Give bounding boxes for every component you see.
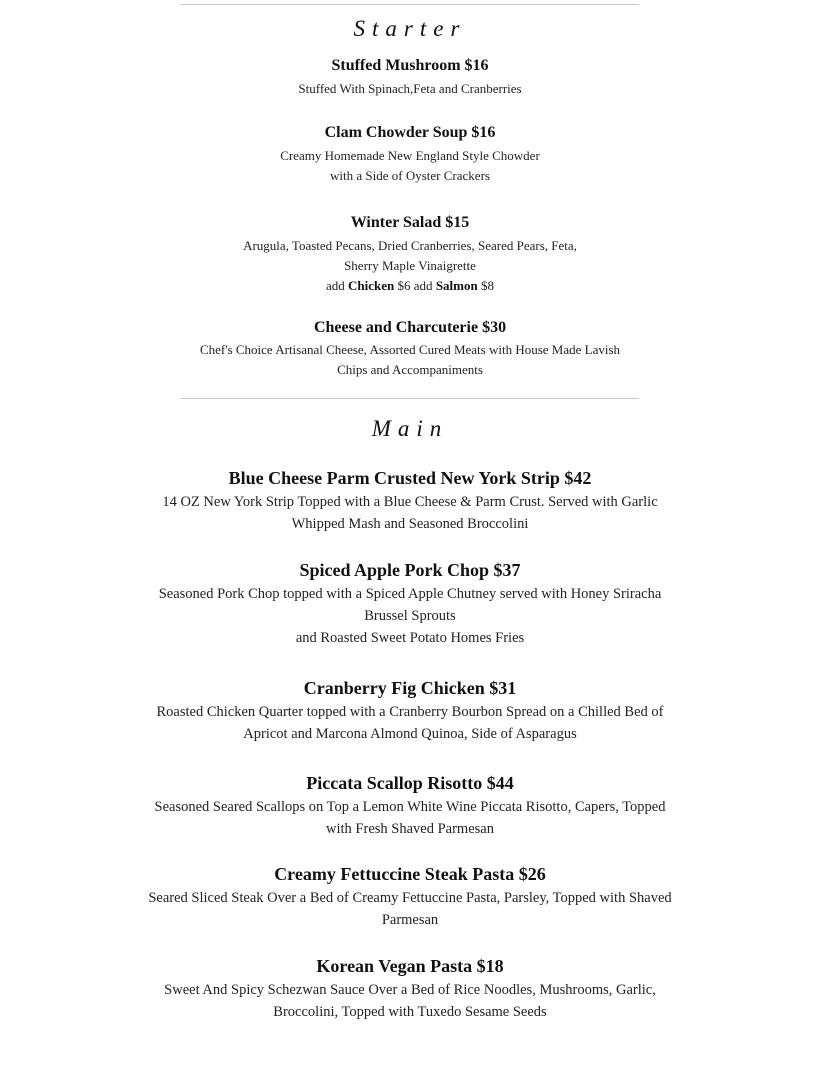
item-name: Spiced Apple Pork Chop $37 [299,560,521,580]
item-description: Seared Sliced Steak Over a Bed of Creamy Fettuccine Pasta, Parsley, Topped with Shaved [148,890,672,906]
item-description: with a Side of Oyster Crackers [330,168,490,183]
item-description: Parmesan [381,912,439,928]
item-description: Apricot and Marcona Almond Quinoa, Side of Asparagus [243,726,577,742]
main-heading: Main [371,416,449,441]
item-description: Brussel Sprouts [364,608,456,624]
item-description: and Roasted Sweet Potato Homes Fries [295,630,525,646]
addon-price: $8 [477,278,494,293]
item-description: Whipped Mash and Seasoned Broccolini [291,516,529,532]
item-description: Sweet And Spicy Schezwan Sauce Over a Bed of Rice Noodles, Mushrooms, Garlic, [164,982,656,998]
item-name: Winter Salad $15 [350,214,470,231]
item-name: Cranberry Fig Chicken $31 [303,678,517,698]
item-description: Sherry Maple Vinaigrette [344,258,476,273]
item-description: Creamy Homemade New England Style Chowder [280,148,540,163]
item-description: Roasted Chicken Quarter topped with a Cranberry Bourbon Spread on a Chilled Bed of [156,704,664,720]
item-description: Arugula, Toasted Pecans, Dried Cranberries, Seared Pears, Feta, [243,238,577,253]
item-name: Creamy Fettuccine Steak Pasta $26 [274,864,546,884]
item-name: Clam Chowder Soup $16 [324,124,496,141]
item-description: Seasoned Pork Chop topped with a Spiced Apple Chutney served with Honey Sriracha [158,586,662,602]
addon-chicken: Chicken [348,278,395,293]
starter-heading: Starter [353,16,467,41]
item-description: Broccolini, Topped with Tuxedo Sesame Seeds [273,1004,547,1020]
item-addons [0,278,820,294]
top-divider [180,4,639,5]
item-description: Chips and Accompaniments [337,362,483,377]
item-name: Piccata Scallop Risotto $44 [306,773,514,793]
section-divider [180,398,639,399]
addon-prefix: add [326,278,349,293]
item-name: Stuffed Mushroom $16 [331,57,489,74]
item-name: Cheese and Charcuterie $30 [313,319,507,336]
item-description: Stuffed With Spinach,Feta and Cranberries [298,81,522,96]
item-description: with Fresh Shaved Parmesan [326,821,494,837]
addon-salmon: Salmon [435,278,478,293]
addon-price: $6 add [394,278,436,293]
item-description: Seasoned Seared Scallops on Top a Lemon White Wine Piccata Risotto, Capers, Topped [154,799,666,815]
item-name: Blue Cheese Parm Crusted New York Strip $42 [228,468,592,488]
item-name: Korean Vegan Pasta $18 [316,956,504,976]
item-description: 14 OZ New York Strip Topped with a Blue Cheese & Parm Crust. Served with Garlic [162,494,658,510]
item-description: Chef's Choice Artisanal Cheese, Assorted Cured Meats with House Made Lavish [199,342,621,357]
